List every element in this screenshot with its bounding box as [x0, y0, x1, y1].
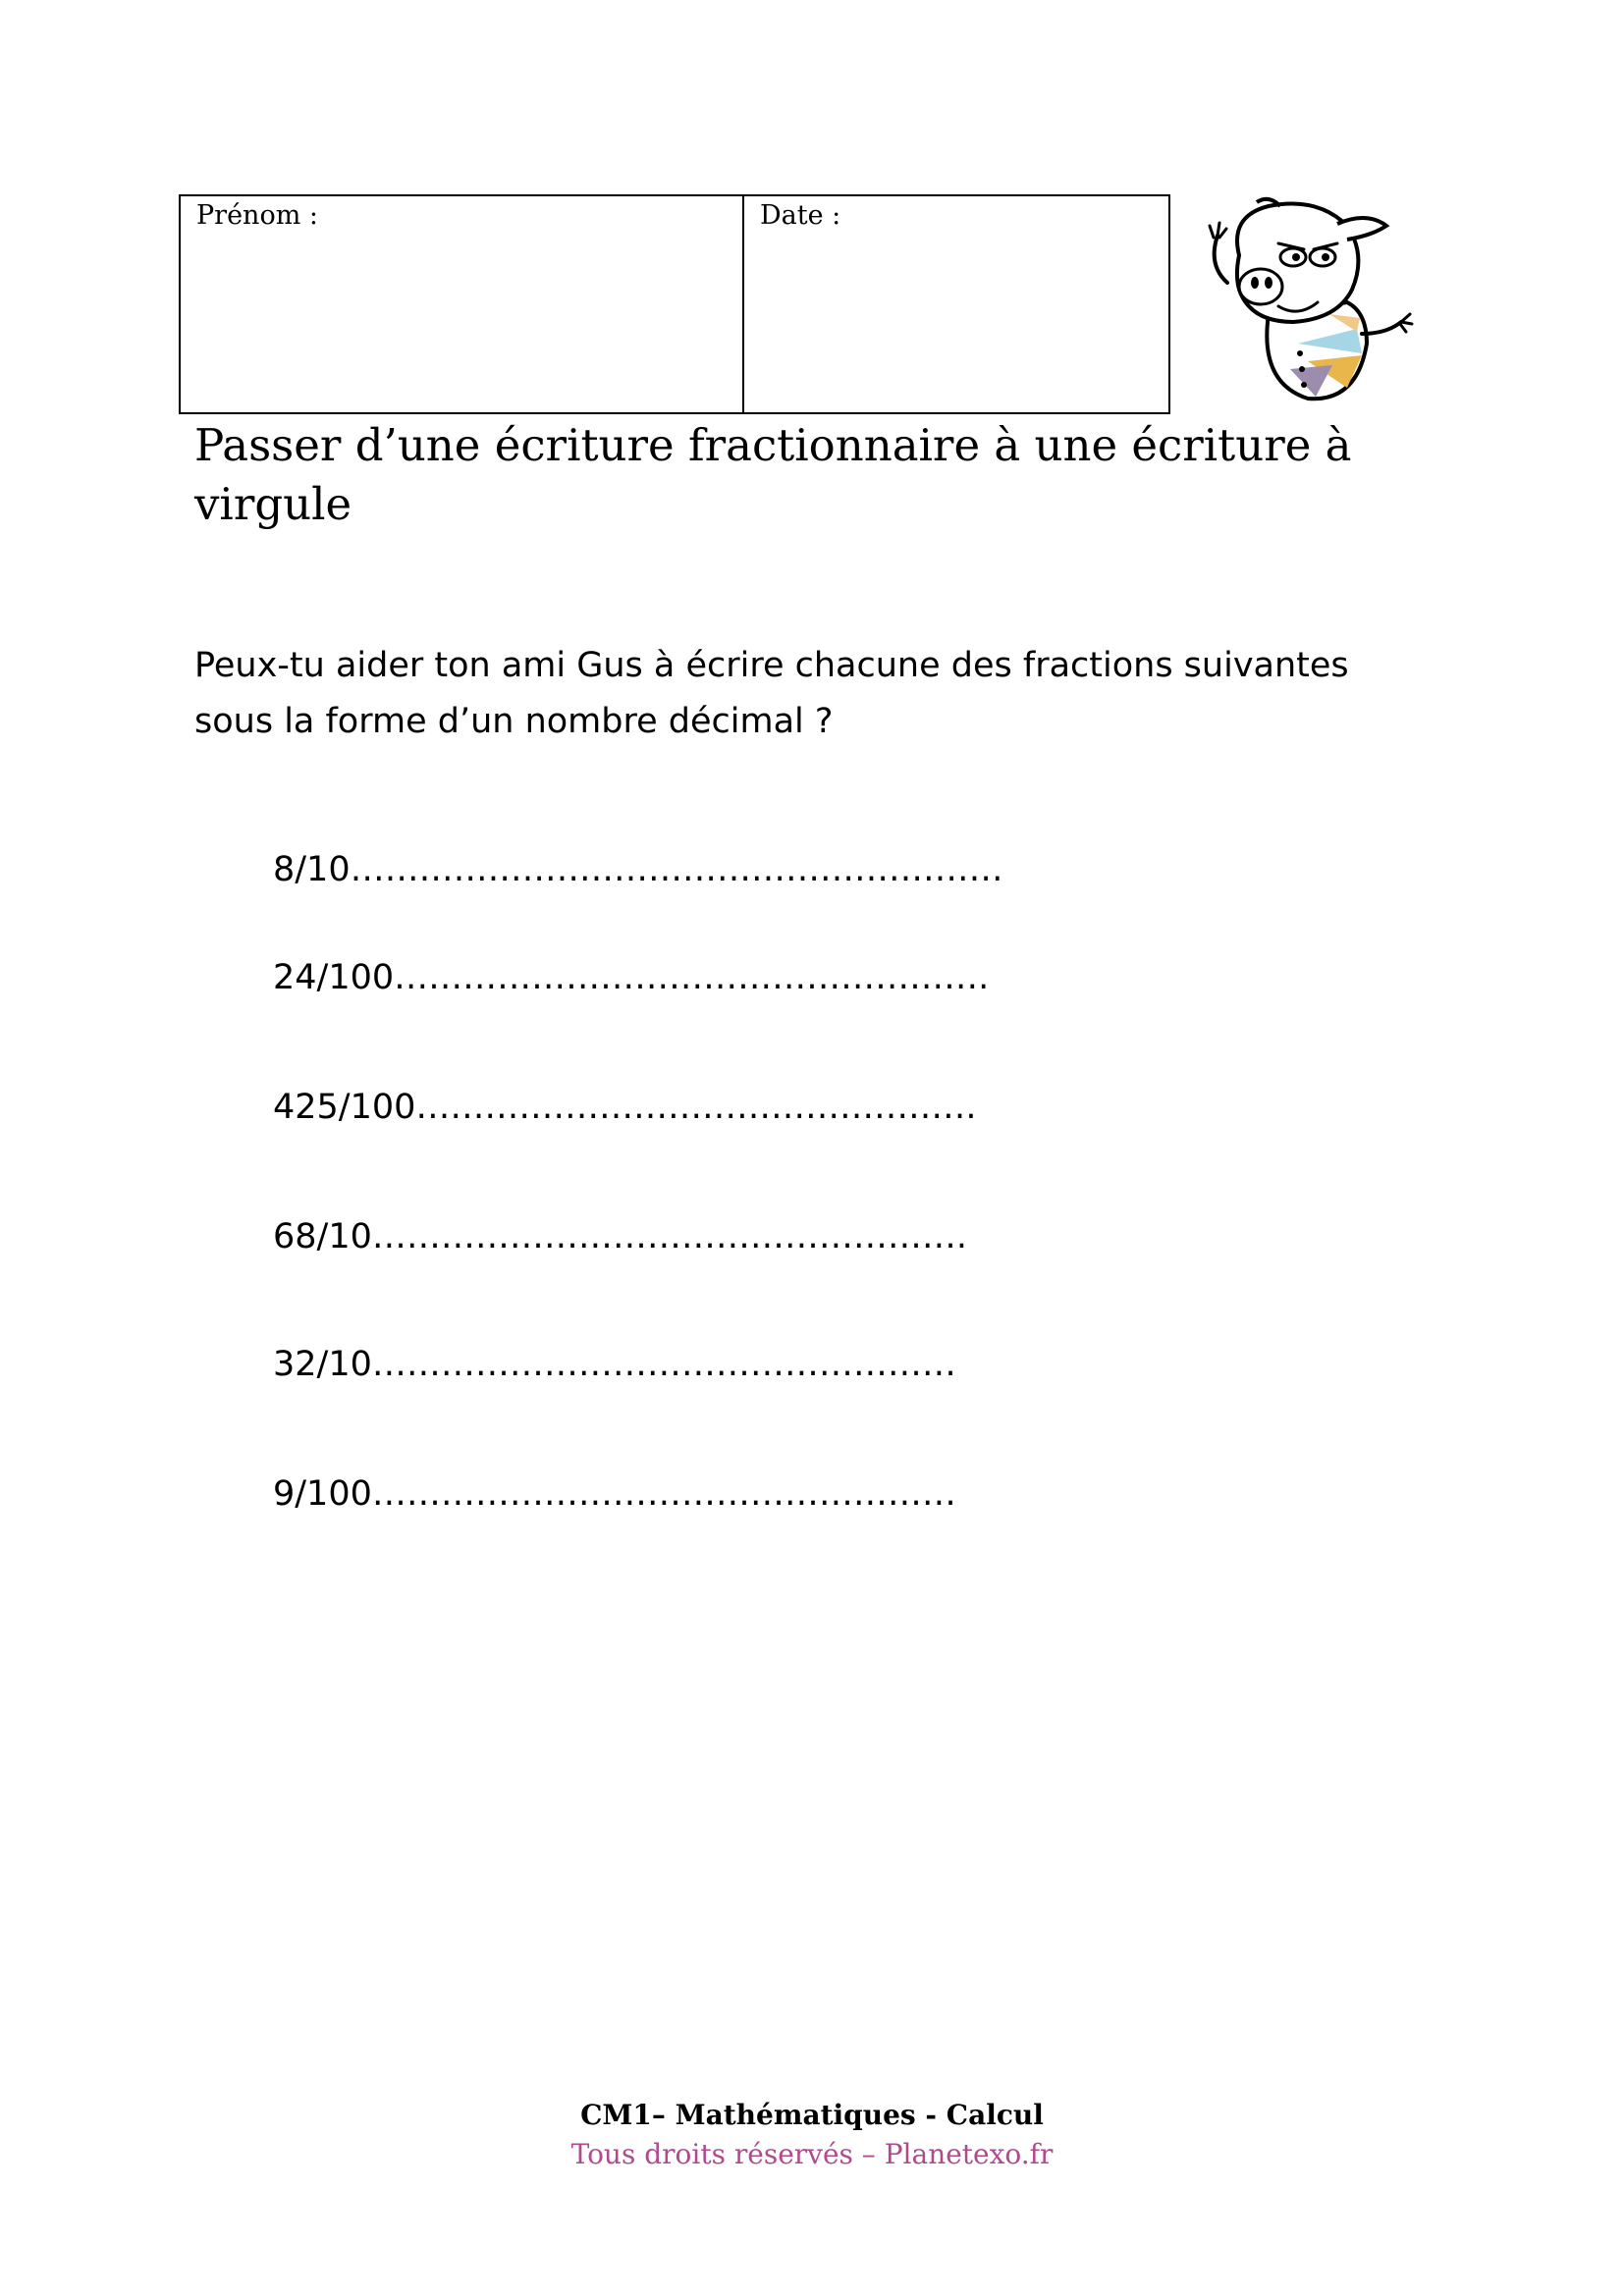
footer-copyright: Tous droits réservés – Planetexo.fr: [570, 2138, 1054, 2170]
name-label: Prénom :: [196, 200, 318, 231]
date-label: Date :: [760, 200, 841, 231]
footer-course-title: CM1– Mathématiques - Calcul: [580, 2099, 1044, 2131]
date-field[interactable]: [744, 196, 1168, 412]
worksheet-title: Passer d’une écriture fractionnaire à une écriture à virgule: [194, 419, 1352, 530]
name-field[interactable]: [181, 196, 744, 412]
sheep-mascot-icon: [1200, 196, 1416, 412]
exercise-line[interactable]: 9/100……………………………………………: [273, 1474, 956, 1514]
exercise-line[interactable]: 32/10……………………………………………: [273, 1345, 956, 1384]
name-date-table: [179, 194, 1170, 414]
exercise-line[interactable]: 24/100…………………………………………….: [273, 958, 990, 997]
exercise-line[interactable]: 8/10…………………………………………………: [273, 850, 1003, 889]
exercise-line[interactable]: 68/10…………………………………………….: [273, 1217, 967, 1256]
exercise-line[interactable]: 425/100………………………………………….: [273, 1088, 977, 1127]
instruction-text: Peux-tu aider ton ami Gus à écrire chacune des fractions suivantes sous la forme d’un nombre décimal ?: [194, 646, 1349, 741]
